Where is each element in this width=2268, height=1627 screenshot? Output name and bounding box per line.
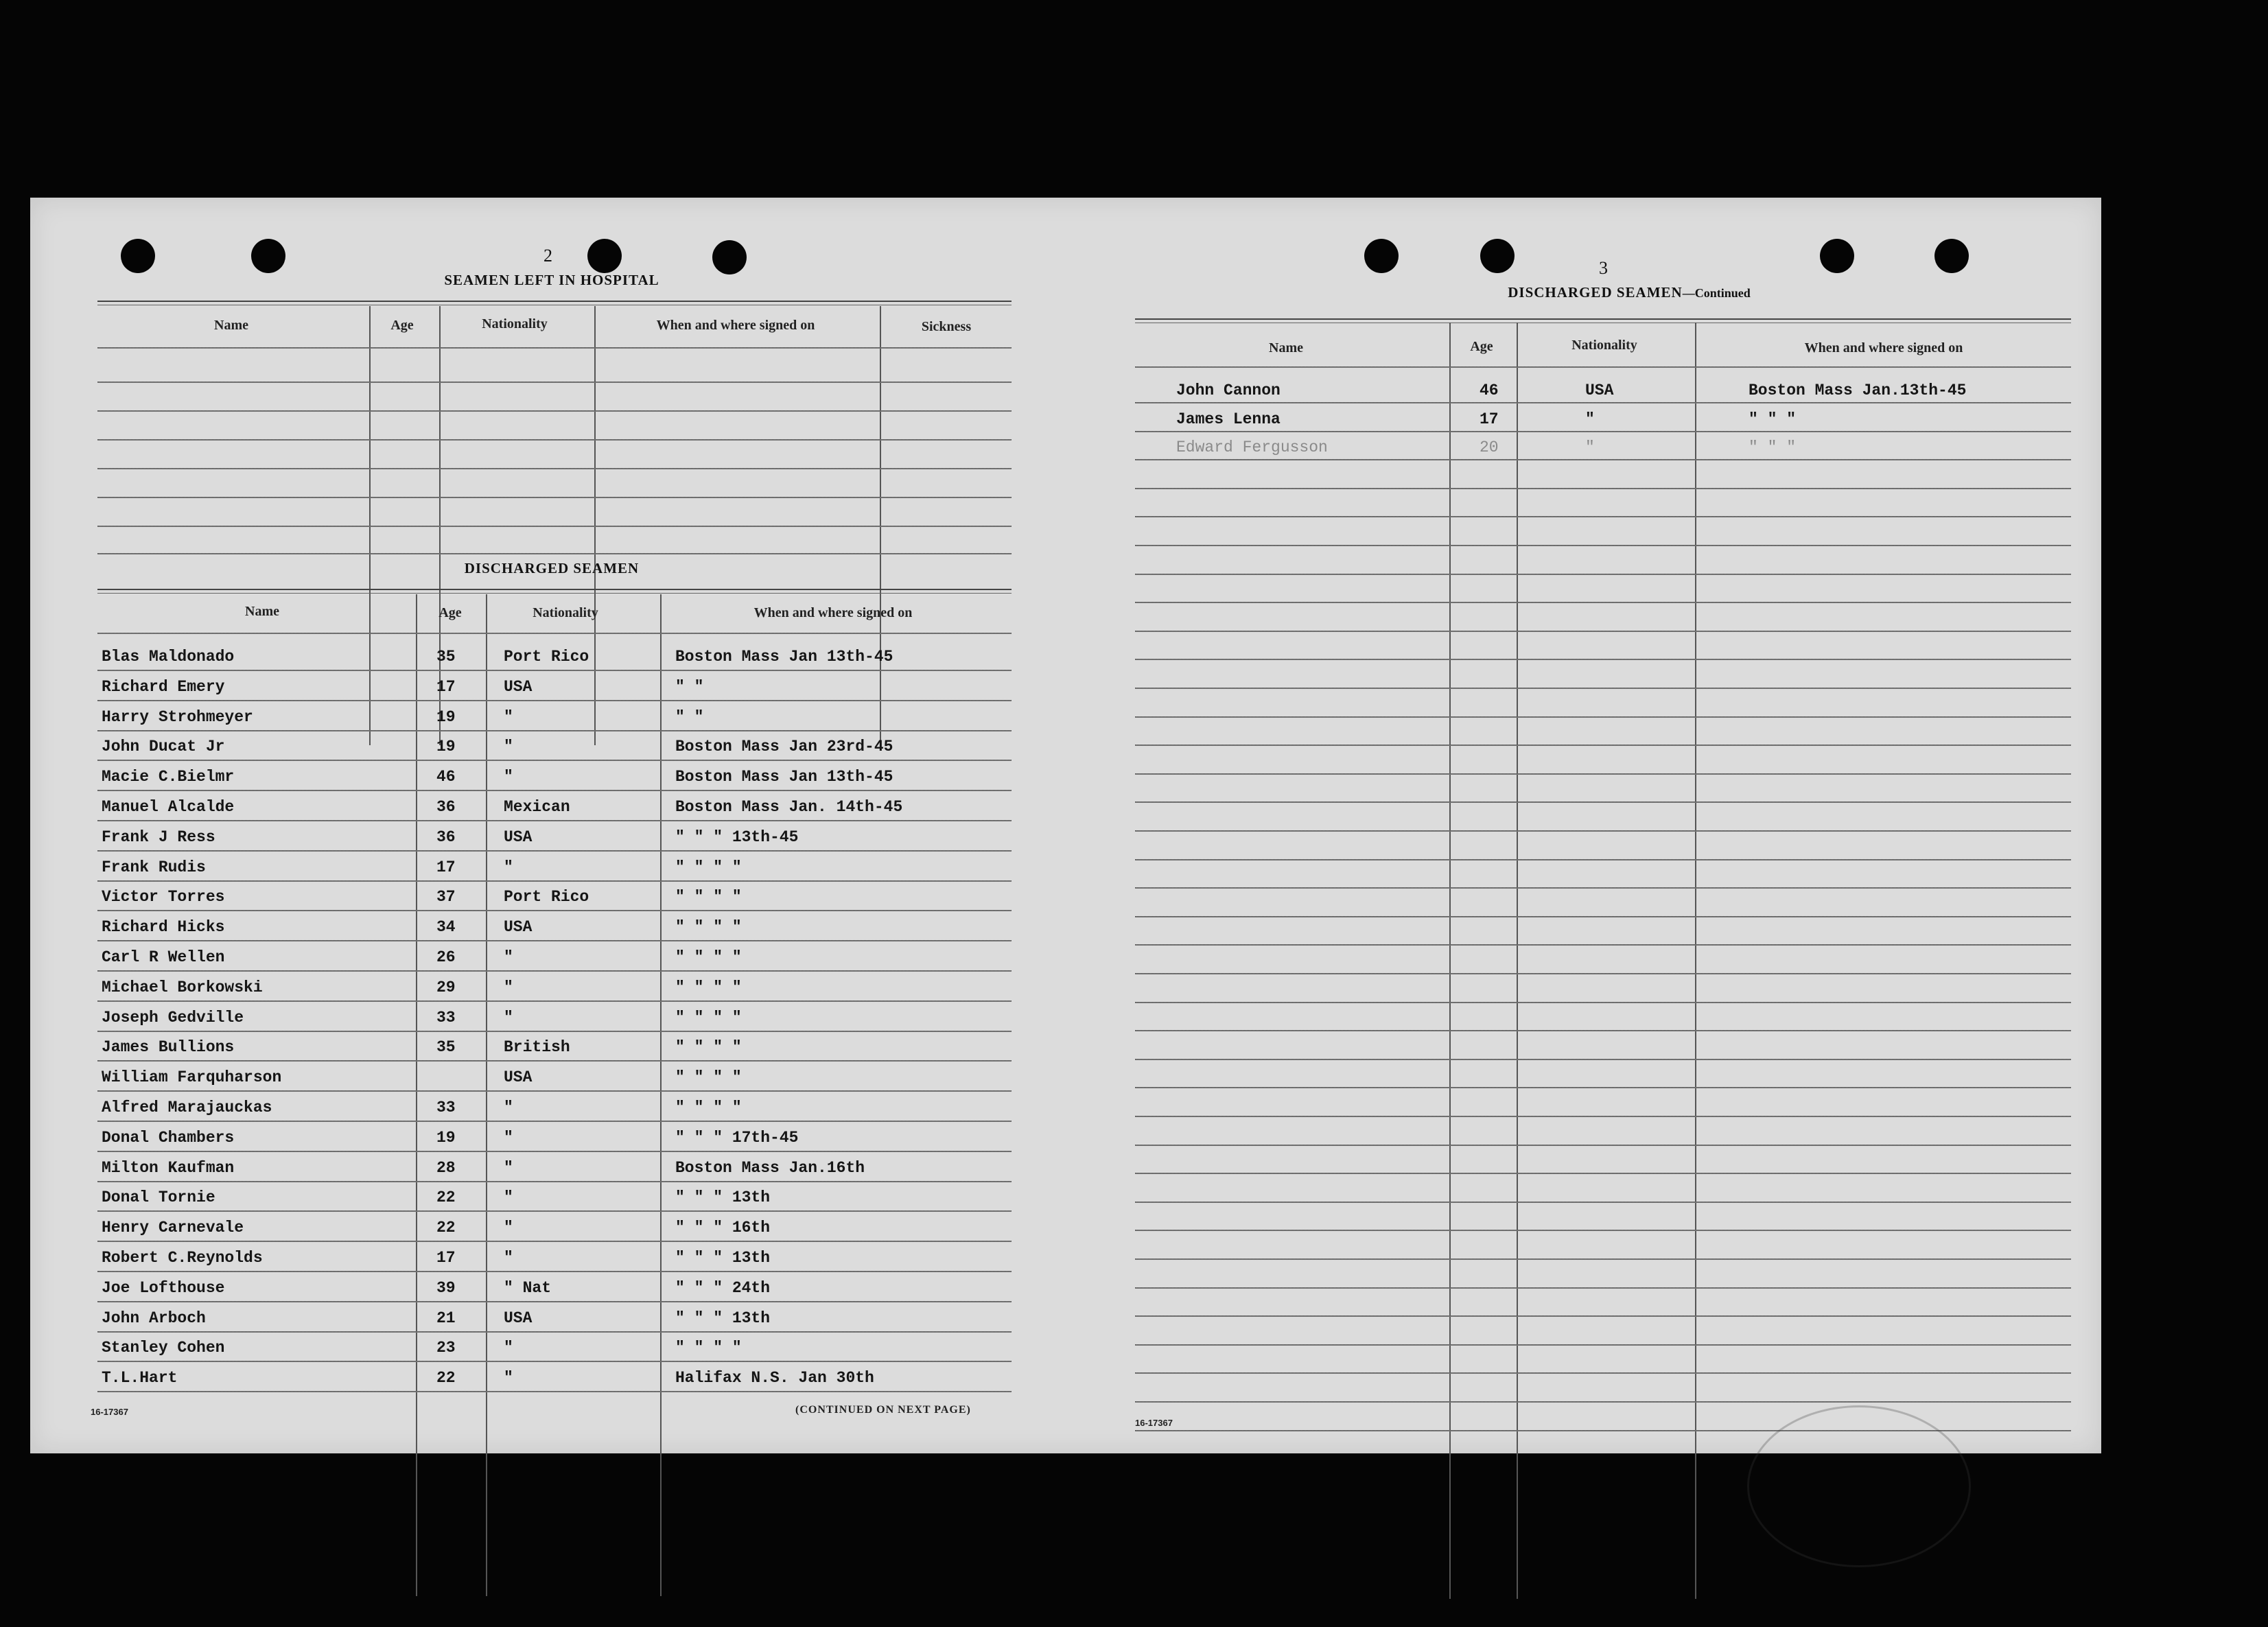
column-header: Nationality <box>533 605 598 620</box>
seaman-nationality: British <box>504 1038 570 1057</box>
seaman-nationality: " Nat <box>504 1278 552 1297</box>
signed-on: " " " 24th <box>675 1278 771 1297</box>
seaman-age: 39 <box>436 1278 456 1297</box>
seaman-nationality: Mexican <box>504 798 570 816</box>
divider <box>1135 318 2071 323</box>
seaman-name: Edward Fergusson <box>1176 438 1328 457</box>
seaman-name: James Lenna <box>1176 410 1281 428</box>
seaman-nationality: USA <box>504 1068 533 1087</box>
seaman-name: John Ducat Jr <box>102 738 225 756</box>
seaman-nationality: " <box>504 1158 513 1177</box>
column-header: When and where signed on <box>1804 340 1963 355</box>
seaman-nationality: " <box>504 1219 513 1237</box>
signed-on: Boston Mass Jan 13th-45 <box>675 768 893 786</box>
column-header: Name <box>1269 340 1303 355</box>
signed-on: Boston Mass Jan 13th-45 <box>675 648 893 666</box>
signed-on: Boston Mass Jan 23rd-45 <box>675 738 893 756</box>
seaman-age: 46 <box>1480 382 1499 399</box>
signed-on: " " " " <box>675 1008 742 1027</box>
column-header: Sickness <box>921 319 972 334</box>
seaman-nationality: USA <box>1585 382 1614 399</box>
seaman-age: 26 <box>436 948 456 966</box>
seaman-age: 22 <box>436 1189 456 1207</box>
seaman-name: James Bullions <box>102 1038 235 1057</box>
document-sheet <box>30 198 2101 1453</box>
seaman-nationality: USA <box>504 828 533 846</box>
seaman-age: 19 <box>436 738 456 756</box>
seaman-age: 33 <box>436 1008 456 1027</box>
right-page <box>1060 198 2101 1453</box>
signed-on: " " " " <box>675 1339 742 1357</box>
signed-on: " " " 17th-45 <box>675 1128 799 1147</box>
seaman-name: Frank J Ress <box>102 828 215 846</box>
seaman-age: 35 <box>436 1038 456 1057</box>
seaman-nationality: " <box>504 738 513 756</box>
seaman-age: 36 <box>436 828 456 846</box>
seaman-age: 28 <box>436 1158 456 1177</box>
seaman-name: Joseph Gedville <box>102 1008 244 1027</box>
seaman-age: 35 <box>436 648 456 666</box>
signed-on: Boston Mass Jan.13th-45 <box>1749 382 1967 399</box>
form-number: 16-17367 <box>1135 1418 1173 1428</box>
seaman-name: Michael Borkowski <box>102 978 263 996</box>
seaman-name: Macie C.Bielmr <box>102 768 235 786</box>
seaman-age: 37 <box>436 888 456 906</box>
page-number: 2 <box>543 246 553 266</box>
signed-on: " " <box>675 677 704 696</box>
seaman-name: Frank Rudis <box>102 858 206 876</box>
seaman-name: Carl R Wellen <box>102 948 225 966</box>
seaman-nationality: " <box>504 1008 513 1027</box>
signed-on: " " " <box>1749 438 1797 457</box>
signed-on: Boston Mass Jan. 14th-45 <box>675 798 903 816</box>
page-number: 3 <box>1599 258 1609 278</box>
signed-on: " " " " <box>675 888 742 906</box>
seaman-name: John Arboch <box>102 1309 206 1327</box>
seaman-age: 34 <box>436 918 456 937</box>
seaman-age: 22 <box>436 1369 456 1388</box>
page-title <box>1451 284 1808 301</box>
seaman-nationality: " <box>504 768 513 786</box>
seaman-nationality: " <box>504 1369 513 1388</box>
seaman-nationality: USA <box>504 1309 533 1327</box>
column-header: Age <box>439 605 462 620</box>
seaman-name: Robert C.Reynolds <box>102 1249 263 1267</box>
seaman-nationality: USA <box>504 918 533 937</box>
seaman-age: 20 <box>1480 438 1499 457</box>
column-header: Nationality <box>1571 338 1637 353</box>
seaman-age: 23 <box>436 1339 456 1357</box>
column-header: Nationality <box>482 316 548 331</box>
signed-on: " " " <box>1749 410 1797 428</box>
hospital-title: SEAMEN LEFT IN HOSPITAL <box>444 272 659 288</box>
column-header: Age <box>1470 339 1493 354</box>
seaman-age: 17 <box>1480 410 1499 428</box>
seaman-age: 46 <box>436 768 456 786</box>
form-number: 16-17367 <box>91 1407 128 1417</box>
seaman-nationality: " <box>504 707 513 726</box>
signed-on: " " " 13th <box>675 1189 771 1207</box>
continued-note: (CONTINUED ON NEXT PAGE) <box>795 1404 971 1416</box>
left-page <box>30 198 1060 1453</box>
signed-on: " " " " <box>675 948 742 966</box>
column-header: Age <box>390 318 414 333</box>
seaman-age: 22 <box>436 1219 456 1237</box>
divider <box>97 589 1012 594</box>
signed-on: " " " " <box>675 858 742 876</box>
seaman-name: Blas Maldonado <box>102 648 235 666</box>
signed-on: " " " " <box>675 978 742 996</box>
seaman-name: Milton Kaufman <box>102 1158 235 1177</box>
signed-on: " " " 13th <box>675 1249 771 1267</box>
seaman-age: 21 <box>436 1309 456 1327</box>
signed-on: " " <box>675 707 704 726</box>
customs-stamp <box>1747 1405 1971 1567</box>
seaman-age: 29 <box>436 978 456 996</box>
seaman-nationality: " <box>504 948 513 966</box>
column-header: Name <box>214 318 248 333</box>
column-header: When and where signed on <box>753 605 913 620</box>
seaman-nationality: " <box>504 1249 513 1267</box>
seaman-age: 19 <box>436 1128 456 1147</box>
column-header: When and where signed on <box>656 318 815 333</box>
seaman-nationality: " <box>504 1189 513 1207</box>
seaman-name: Richard Hicks <box>102 918 225 937</box>
seaman-age: 17 <box>436 858 456 876</box>
column-header: Name <box>245 604 279 619</box>
seaman-name: William Farquharson <box>102 1068 282 1087</box>
seaman-nationality: " <box>504 1339 513 1357</box>
seaman-nationality: " <box>1585 438 1595 457</box>
signed-on: Boston Mass Jan.16th <box>675 1158 865 1177</box>
seaman-name: Alfred Marajauckas <box>102 1099 272 1116</box>
signed-on: Halifax N.S. Jan 30th <box>675 1369 874 1388</box>
signed-on: " " " " <box>675 1068 742 1087</box>
seaman-nationality: " <box>504 978 513 996</box>
seaman-nationality: " <box>1585 410 1595 428</box>
signed-on: " " " 13th-45 <box>675 828 799 846</box>
seaman-nationality: " <box>504 1128 513 1147</box>
seaman-name: Harry Strohmeyer <box>102 707 253 726</box>
seaman-name: Richard Emery <box>102 677 225 696</box>
seaman-name: Joe Lofthouse <box>102 1278 225 1297</box>
seaman-age: 33 <box>436 1099 456 1116</box>
seaman-name: T.L.Hart <box>102 1369 178 1388</box>
seaman-age: 17 <box>436 677 456 696</box>
seaman-name: Donal Tornie <box>102 1189 215 1207</box>
seaman-nationality: " <box>504 858 513 876</box>
signed-on: " " " " <box>675 1099 742 1116</box>
seaman-name: Stanley Cohen <box>102 1339 225 1357</box>
seaman-nationality: " <box>504 1099 513 1116</box>
signed-on: " " " " <box>675 1038 742 1057</box>
signed-on: " " " 16th <box>675 1219 771 1237</box>
seaman-nationality: USA <box>504 677 533 696</box>
seaman-name: Victor Torres <box>102 888 225 906</box>
discharged-title: DISCHARGED SEAMEN <box>464 560 640 576</box>
discharged-continued-title: DISCHARGED SEAMEN <box>1508 284 1683 301</box>
seaman-age: 19 <box>436 707 456 726</box>
seaman-name: Henry Carnevale <box>102 1219 244 1237</box>
seaman-age: 36 <box>436 798 456 816</box>
title-suffix: —Continued <box>1682 286 1751 300</box>
signed-on: " " " " <box>675 918 742 937</box>
seaman-nationality: Port Rico <box>504 648 589 666</box>
signed-on: " " " 13th <box>675 1309 771 1327</box>
seaman-name: Donal Chambers <box>102 1128 235 1147</box>
seaman-age: 17 <box>436 1249 456 1267</box>
divider <box>97 301 1012 305</box>
seaman-name: John Cannon <box>1176 382 1281 399</box>
seaman-nationality: Port Rico <box>504 888 589 906</box>
seaman-name: Manuel Alcalde <box>102 798 235 816</box>
